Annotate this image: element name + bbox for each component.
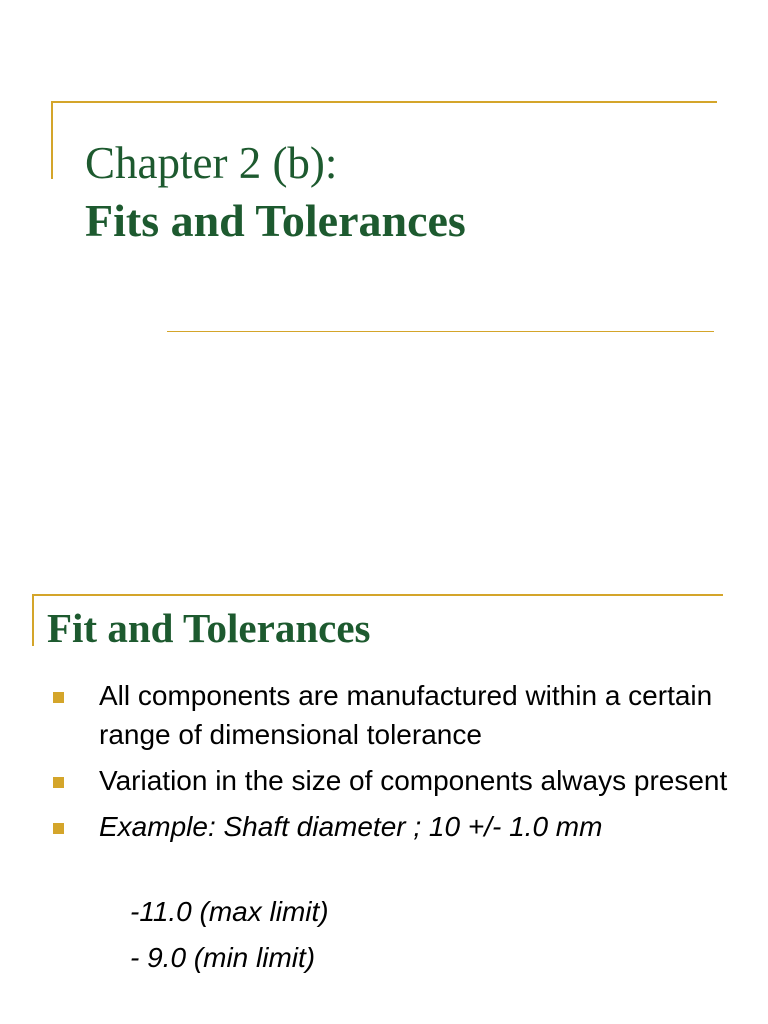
top-frame-line xyxy=(51,101,717,103)
list-item xyxy=(0,807,768,846)
bullet-text: All components are manufactured within a certain range of dimensional tolerance xyxy=(99,680,713,750)
slide2-left-frame-line xyxy=(32,594,34,646)
square-bullet-icon xyxy=(53,692,64,703)
bullet-text: Variation in the size of components always present xyxy=(99,765,728,796)
square-bullet-icon xyxy=(53,777,64,788)
chapter-title: Chapter 2 (b): xyxy=(85,138,338,188)
list-item xyxy=(0,761,768,800)
chapter-subtitle: Fits and Tolerances xyxy=(85,195,466,246)
slide-heading: Fit and Tolerances xyxy=(47,605,371,651)
sub-item-min-limit: - 9.0 (min limit) xyxy=(130,942,316,973)
sub-item-max-limit: -11.0 (max limit) xyxy=(130,896,329,927)
slide2-top-frame-line xyxy=(32,594,723,596)
left-frame-line xyxy=(51,101,53,179)
bottom-accent-line xyxy=(167,331,714,332)
square-bullet-icon xyxy=(53,823,64,834)
bullet-list xyxy=(0,676,768,853)
bullet-text: Example: Shaft diameter ; 10 +/- 1.0 mm xyxy=(99,811,603,842)
list-item xyxy=(0,676,768,754)
